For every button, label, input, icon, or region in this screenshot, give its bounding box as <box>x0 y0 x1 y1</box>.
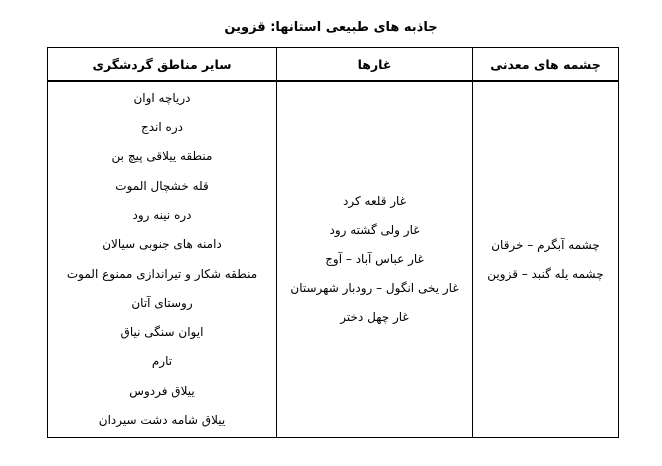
list-item: دره نینه رود <box>132 207 192 222</box>
list-item: منطقه ییلاقی پیچ بن <box>111 149 213 164</box>
list-item: ییلاق شامه دشت سیردان <box>98 412 226 427</box>
header-row <box>48 48 619 82</box>
other-areas-list <box>48 84 276 436</box>
table-row <box>48 81 619 438</box>
list-item: ایوان سنگی نیاق <box>120 325 204 340</box>
attractions-table <box>47 47 619 438</box>
list-item: تارم <box>151 354 173 369</box>
page-title: جاذبه های طبیعی استانها: قزوین <box>224 20 438 35</box>
cell-caves <box>277 81 473 438</box>
list-item: چشمه یله گنبد – قزوین <box>487 266 604 281</box>
list-item: دریاچه اوان <box>133 90 191 105</box>
header-caves: غارها <box>277 48 473 82</box>
header-other-areas: سایر مناطق گردشگری <box>48 48 277 82</box>
list-item: دامنه های جنوبی سیالان <box>102 237 222 252</box>
mineral-springs-list <box>473 231 618 289</box>
cell-mineral-springs <box>473 81 619 438</box>
caves-list <box>277 187 472 332</box>
list-item: قله خشچال الموت <box>115 178 209 193</box>
header-mineral-springs: چشمه های معدنی <box>473 48 619 82</box>
cell-other-areas <box>48 81 277 438</box>
list-item: غار یخی انگول – رودبار شهرستان <box>290 281 459 295</box>
list-item: منطقه شکار و تیراندازی ممنوع الموت <box>66 266 258 281</box>
list-item: غار چهل دختر <box>340 310 409 324</box>
list-item: دره اندج <box>141 120 183 135</box>
list-item: ییلاق فردوس <box>129 383 195 398</box>
list-item: چشمه آبگرم – خرقان <box>491 237 600 252</box>
list-item: غار ولی گشته رود <box>329 223 420 237</box>
list-item: روستای آتان <box>131 295 193 310</box>
list-item: غار عباس آباد – آوج <box>325 252 424 266</box>
list-item: غار قلعه کرد <box>343 194 406 208</box>
